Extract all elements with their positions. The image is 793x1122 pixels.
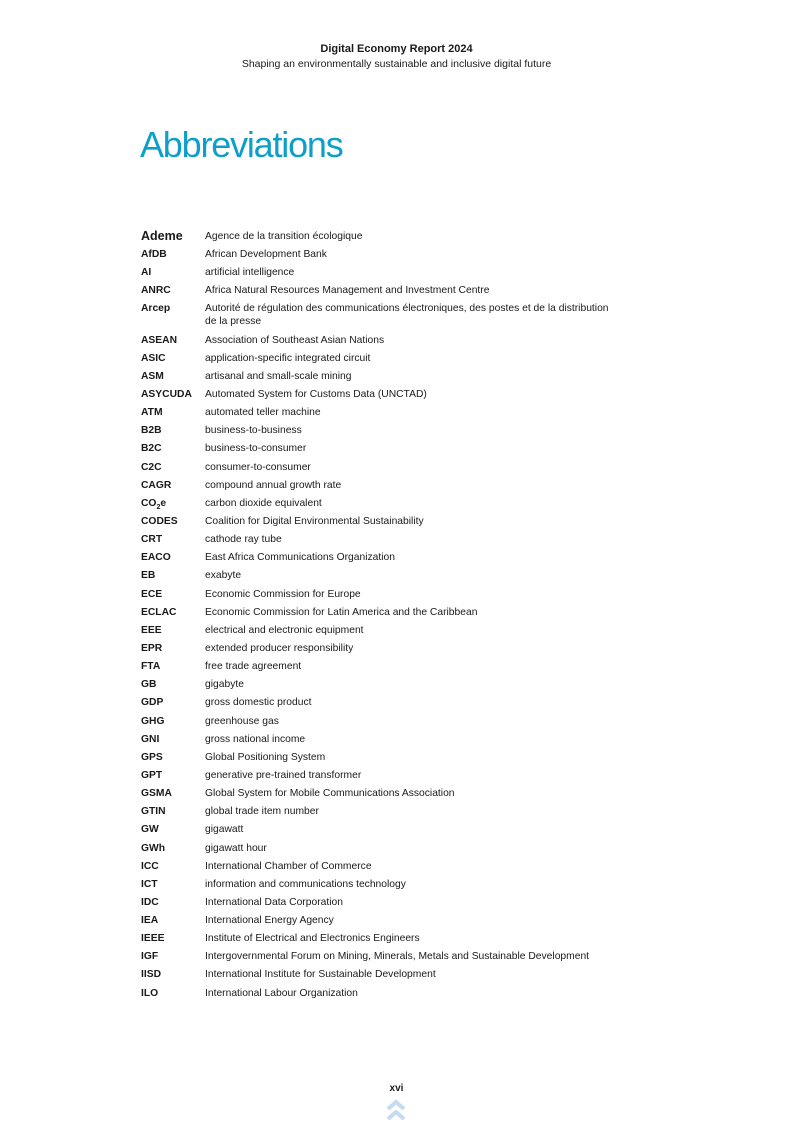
abbreviation-term: GNI <box>141 733 160 745</box>
abbreviation-term: ECE <box>141 588 163 600</box>
abbreviation-definition: International Energy Agency <box>205 915 334 927</box>
abbreviation-term: ILO <box>141 987 159 999</box>
abbreviation-term: GWh <box>141 842 166 854</box>
abbreviation-definition: Coalition for Digital Environmental Sustainability <box>205 515 424 527</box>
abbreviation-definition: free trade agreement <box>205 661 302 673</box>
abbreviation-term: IEEE <box>141 933 165 945</box>
abbreviation-row <box>141 406 611 419</box>
abbreviation-definition: electrical and electronic equipment <box>205 624 364 636</box>
abbreviation-definition: Autorité de régulation des communications électroniques, des postes et de la distribution de la presse <box>205 303 609 328</box>
abbreviation-definition: Economic Commission for Latin America and the Caribbean <box>205 606 478 618</box>
abbreviation-definition: International Institute for Sustainable Development <box>205 969 436 981</box>
chevron-up-icon[interactable] <box>384 1099 408 1122</box>
abbreviation-row <box>141 248 611 261</box>
term-subscript: 2 <box>156 503 161 511</box>
abbreviation-row <box>141 987 611 1000</box>
abbreviation-row <box>141 896 611 909</box>
abbreviation-term: EB <box>141 570 156 582</box>
abbreviation-definition: African Development Bank <box>205 249 327 260</box>
abbreviation-row <box>141 302 611 328</box>
abbreviation-row <box>141 370 611 383</box>
abbreviation-list <box>141 229 611 1005</box>
abbreviation-row <box>141 284 611 297</box>
abbreviation-term: ICT <box>141 878 158 890</box>
abbreviation-definition: consumer-to-consumer <box>205 461 311 473</box>
abbreviation-row <box>141 860 611 873</box>
abbreviation-definition: International Data Corporation <box>205 896 343 908</box>
abbreviation-term: IISD <box>141 969 162 981</box>
abbreviation-row <box>141 878 611 891</box>
abbreviation-term: C2C <box>141 461 162 473</box>
abbreviation-row <box>141 497 611 510</box>
abbreviation-definition: cathode ray tube <box>205 534 282 546</box>
abbreviation-row <box>141 733 611 746</box>
abbreviation-term: ICC <box>141 860 159 872</box>
abbreviation-term: ASM <box>141 370 164 382</box>
chevron-lower <box>388 1112 404 1119</box>
page-number: xvi <box>389 1083 404 1094</box>
abbreviation-term: Arcep <box>141 303 171 315</box>
abbreviation-term: ASIC <box>141 352 166 364</box>
abbreviation-definition: gigawatt <box>205 824 244 836</box>
abbreviation-row <box>141 334 611 347</box>
abbreviation-definition: gigawatt hour <box>205 842 267 854</box>
abbreviation-definition: Economic Commission for Europe <box>205 588 361 600</box>
abbreviation-term: CODES <box>141 515 178 527</box>
abbreviation-definition: greenhouse gas <box>205 715 279 727</box>
abbreviation-definition: Automated System for Customs Data (UNCTAD) <box>205 388 427 400</box>
abbreviation-row <box>141 442 611 455</box>
abbreviation-definition: carbon dioxide equivalent <box>205 497 322 509</box>
abbreviation-definition: Association of Southeast Asian Nations <box>205 334 385 346</box>
abbreviation-row <box>141 696 611 709</box>
abbreviation-term: AI <box>141 267 152 279</box>
abbreviation-row <box>141 932 611 945</box>
abbreviation-row <box>141 569 611 582</box>
abbreviation-row <box>141 823 611 836</box>
page-title: Abbreviations <box>140 124 343 165</box>
abbreviation-definition: generative pre-trained transformer <box>205 769 362 781</box>
abbreviation-term: GPT <box>141 769 163 781</box>
abbreviation-term: AfDB <box>141 249 167 260</box>
abbreviation-row <box>141 461 611 474</box>
abbreviation-definition: compound annual growth rate <box>205 479 342 491</box>
abbreviation-row <box>141 751 611 764</box>
abbreviation-term: GPS <box>141 751 163 763</box>
abbreviation-definition: International Chamber of Commerce <box>205 860 372 872</box>
abbreviation-definition: Intergovernmental Forum on Mining, Minerals, Metals and Sustainable Development <box>205 951 590 963</box>
abbreviation-row <box>141 588 611 601</box>
abbreviation-definition: East Africa Communications Organization <box>205 552 396 564</box>
abbreviation-definition: extended producer responsibility <box>205 642 354 654</box>
abbreviation-row <box>141 479 611 492</box>
abbreviation-term: IDC <box>141 896 159 908</box>
abbreviation-row <box>141 769 611 782</box>
abbreviation-row <box>141 787 611 800</box>
abbreviation-row <box>141 678 611 691</box>
chevron-upper <box>388 1102 404 1109</box>
abbreviation-term: GB <box>141 679 157 691</box>
abbreviation-term: FTA <box>141 661 161 673</box>
abbreviation-row <box>141 266 611 279</box>
abbreviation-definition: business-to-consumer <box>205 443 307 455</box>
abbreviation-term <box>141 497 205 510</box>
abbreviation-term: ASEAN <box>141 334 178 346</box>
abbreviation-row <box>141 229 611 244</box>
abbreviation-row <box>141 515 611 528</box>
abbreviation-term: B2B <box>141 425 162 437</box>
abbreviation-row <box>141 624 611 637</box>
abbreviation-term: IGF <box>141 951 159 963</box>
abbreviation-definition: global trade item number <box>205 806 319 818</box>
abbreviation-definition: artisanal and small-scale mining <box>205 370 352 382</box>
abbreviation-definition: Global System for Mobile Communications Association <box>205 788 455 800</box>
abbreviation-definition: Institute of Electrical and Electronics Engineers <box>205 933 420 945</box>
abbreviation-definition: exabyte <box>205 570 242 582</box>
abbreviation-row <box>141 968 611 981</box>
abbreviation-definition: gross national income <box>205 733 306 745</box>
abbreviation-definition: Global Positioning System <box>205 751 326 763</box>
report-title: Digital Economy Report 2024 <box>320 43 473 55</box>
abbreviation-term: CRT <box>141 534 163 546</box>
abbreviation-definition: Agence de la transition écologique <box>205 231 363 242</box>
abbreviation-definition: International Labour Organization <box>205 987 358 999</box>
abbreviation-row <box>141 842 611 855</box>
abbreviation-row <box>141 914 611 927</box>
abbreviation-term: IEA <box>141 915 159 927</box>
abbreviation-row <box>141 805 611 818</box>
abbreviation-row <box>141 388 611 401</box>
abbreviation-term: Ademe <box>141 229 183 243</box>
abbreviation-term: ANRC <box>141 285 171 297</box>
abbreviation-row <box>141 551 611 564</box>
abbreviation-term: EPR <box>141 642 163 654</box>
abbreviation-term: GTIN <box>141 806 166 818</box>
abbreviation-definition: gigabyte <box>205 679 244 691</box>
abbreviation-row <box>141 660 611 673</box>
report-subtitle: Shaping an environmentally sustainable and inclusive digital future <box>241 58 552 70</box>
abbreviation-term: GSMA <box>141 788 172 800</box>
abbreviation-row <box>141 533 611 546</box>
abbreviation-term: EACO <box>141 552 171 564</box>
abbreviation-definition: Africa Natural Resources Management and Investment Centre <box>205 285 490 297</box>
abbreviation-definition: artificial intelligence <box>205 267 295 279</box>
abbreviation-term: EEE <box>141 624 162 636</box>
term-tail: e <box>160 497 167 509</box>
abbreviation-row <box>141 606 611 619</box>
abbreviation-term: GW <box>141 824 159 836</box>
abbreviation-row <box>141 950 611 963</box>
abbreviation-term: ECLAC <box>141 606 177 618</box>
abbreviation-definition: application-specific integrated circuit <box>205 352 371 364</box>
abbreviation-definition: automated teller machine <box>205 407 321 419</box>
abbreviation-row <box>141 424 611 437</box>
abbreviation-term: ATM <box>141 407 163 419</box>
page-header <box>0 42 793 71</box>
abbreviation-row <box>141 352 611 365</box>
abbreviation-definition: business-to-business <box>205 425 302 437</box>
abbreviation-definition: information and communications technology <box>205 878 406 890</box>
abbreviation-term: B2C <box>141 443 162 455</box>
abbreviation-term: GDP <box>141 697 164 709</box>
abbreviation-term: ASYCUDA <box>141 388 192 400</box>
abbreviation-row <box>141 642 611 655</box>
abbreviation-term: GHG <box>141 715 165 727</box>
abbreviation-definition: gross domestic product <box>205 697 312 709</box>
abbreviation-term: CAGR <box>141 479 172 491</box>
abbreviation-row <box>141 715 611 728</box>
term-main: CO <box>141 497 157 509</box>
